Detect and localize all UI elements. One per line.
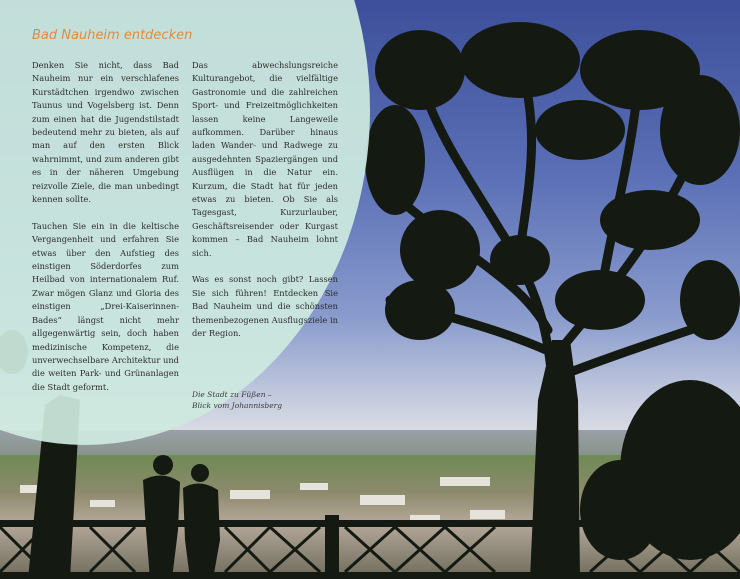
people-silhouettes — [143, 455, 220, 579]
text-column-left — [32, 59, 179, 408]
caption-line: Blick vom Johannisberg — [192, 401, 283, 410]
caption-line: Die Stadt zu Füßen – — [192, 390, 272, 399]
paragraph: Denken Sie nicht, dass Bad Nauheim nur ein verschlafenes Kurstädtchen irgendwo zwischen Taunus und Vogelsberg ist. Denn zum einen hat die Jugendstilstadt bedeutend mehr zu bieten, als auf man auf den ersten Blick wahrnimmt, und zum anderen gibt es in der näheren Umgebung reizvolle Ziele, die man unbedingt kennen sollte. — [32, 60, 179, 205]
text-column-right — [192, 59, 338, 354]
paragraph: Das abwechslungsreiche Kulturangebot, die vielfältige Gastronomie und die zahlreichen Sport- und Freizeitmöglichkeiten lassen keine Langeweile aufkommen. Darüber hinaus laden Wander- und Radwege zu ausgedehnten Spaziergängen und Ausflügen in die Natur ein. Kurzum, die Stadt hat für jeden etwas zu bieten. Ob Sie als Tagesgast, Kurzurlauber, Geschäftsreisender oder Kurgast kommen – Bad Nauheim lohnt sich. — [192, 60, 338, 258]
page-heading: Bad Nauheim entdecken — [32, 28, 193, 43]
paragraph: Was es sonst noch gibt? Lassen Sie sich führen! Entdecken Sie Bad Nauheim und die schönsten themenbezogenen Ausflugsziele in der Region. — [192, 274, 338, 339]
tree-trunk — [530, 340, 580, 579]
photo-caption — [192, 389, 312, 411]
paragraph: Tauchen Sie ein in die keltische Vergangenheit und erfahren Sie etwas über den Aufstieg des einstigen Söderdorfes zum Heilbad von internationalem Ruf. Zwar mögen Glanz und Gloria des einstigen „Drei-Kaiserinnen-Bades“ längst nicht mehr allgegenwärtig sein, doch haben medizinische Kompetenz, die unverwechselbare Architektur und die weiten Park- und Grünanlagen die Stadt geformt. — [32, 220, 179, 392]
